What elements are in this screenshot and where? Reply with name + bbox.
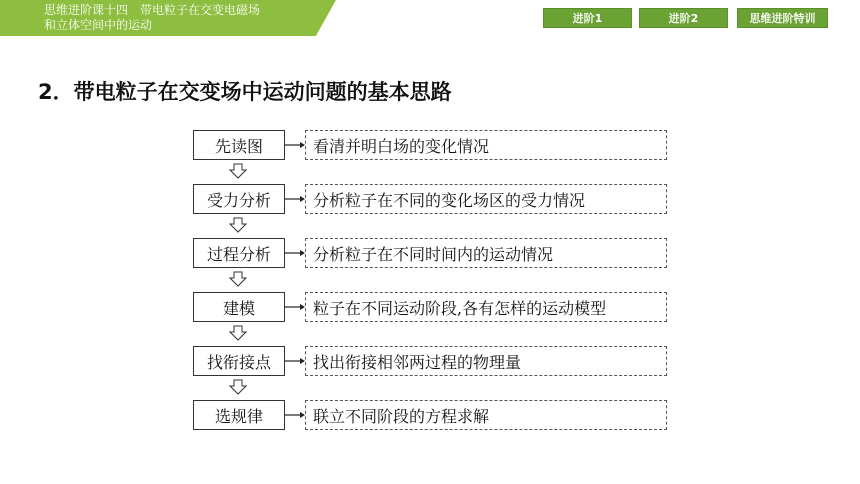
step-box-read-graph: 先读图 bbox=[193, 130, 285, 160]
section-heading: 2．带电粒子在交变场中运动问题的基本思路 bbox=[38, 80, 452, 104]
step-box-choose-law: 选规律 bbox=[193, 400, 285, 430]
connector-arrow bbox=[285, 302, 305, 312]
down-arrow-icon bbox=[229, 217, 247, 233]
connector-arrow bbox=[285, 356, 305, 366]
desc-box-choose-law: 联立不同阶段的方程求解 bbox=[305, 400, 667, 430]
nav-button-advance-2[interactable]: 进阶2 bbox=[639, 8, 728, 28]
step-box-process-analysis: 过程分析 bbox=[193, 238, 285, 268]
desc-box-read-graph: 看清并明白场的变化情况 bbox=[305, 130, 667, 160]
desc-box-modeling: 粒子在不同运动阶段,各有怎样的运动模型 bbox=[305, 292, 667, 322]
step-box-modeling: 建模 bbox=[193, 292, 285, 322]
lesson-title-line-1: 思维进阶课十四 带电粒子在交变电磁场 bbox=[44, 3, 261, 17]
down-arrow-icon bbox=[229, 379, 247, 395]
desc-box-force-analysis: 分析粒子在不同的变化场区的受力情况 bbox=[305, 184, 667, 214]
connector-arrow bbox=[285, 248, 305, 258]
down-arrow-icon bbox=[229, 163, 247, 179]
desc-box-find-junction: 找出衔接相邻两过程的物理量 bbox=[305, 346, 667, 376]
connector-arrow bbox=[285, 140, 305, 150]
top-bar bbox=[0, 0, 860, 36]
step-box-force-analysis: 受力分析 bbox=[193, 184, 285, 214]
nav-button-advance-1[interactable]: 进阶1 bbox=[543, 8, 632, 28]
down-arrow-icon bbox=[229, 271, 247, 287]
desc-box-process-analysis: 分析粒子在不同时间内的运动情况 bbox=[305, 238, 667, 268]
connector-arrow bbox=[285, 194, 305, 204]
connector-arrow bbox=[285, 410, 305, 420]
lesson-title-line-2: 和立体空间中的运动 bbox=[44, 18, 153, 32]
nav-button-special-training[interactable]: 思维进阶特训 bbox=[737, 8, 828, 28]
step-box-find-junction: 找衔接点 bbox=[193, 346, 285, 376]
down-arrow-icon bbox=[229, 325, 247, 341]
